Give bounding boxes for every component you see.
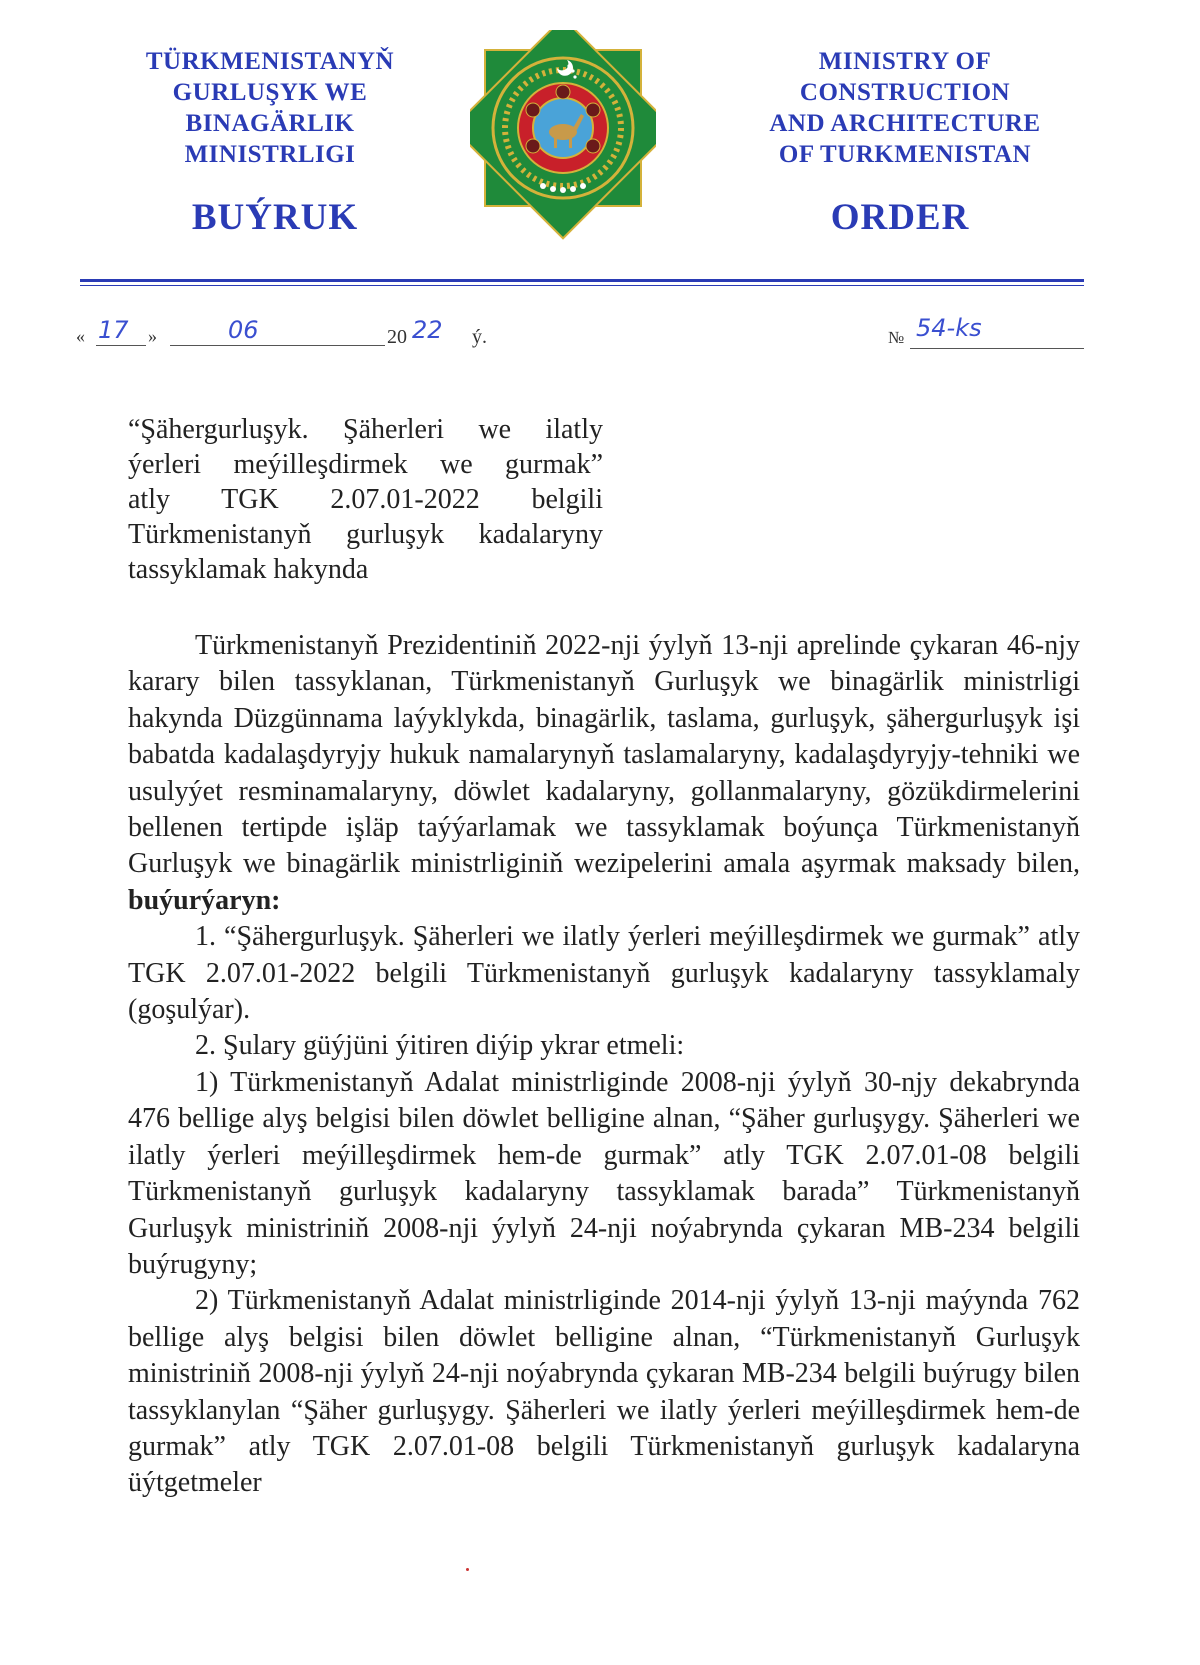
ministry-name-line: TÜRKMENISTANYŇ (145, 48, 395, 75)
clause-2-item-2: 2) Türkmenistanyň Adalat ministrliginde 2014-nji ýylyň 13-nji maýynda 762 bellige alyş belgisi bilen döwlet belligine alnan, “Türkmenistanyň Gurluşyk ministriniň 2008-nji ýylyň 24-nji noýabrynda çykaran MB-234 belgili buýrugy bilen tassyklanylan “Şäher gurluşygy. Şäherleri we ilatly ýerleri meýilleşdirmek hem-de gurmak” atly TGK 2.07.01-08 belgili Türkmenistanyň gurluşyk kadalaryna üýtgetmeler (128, 1285, 1080, 1499)
clause-1: 1. “Şähergurluşyk. Şäherleri we ilatly ýerleri meýilleşdirmek we gurmak” atly TGK 2.07.01-2022 belgili Türkmenistanyň gurluşyk kadalaryny tassyklamaly (goşulýar). (128, 921, 1080, 1026)
ministry-name-line: OF TURKMENISTAN (778, 141, 1032, 168)
date-open-quote: « (76, 326, 85, 346)
ministry-name-line: BINAGÄRLIK (185, 110, 355, 137)
header-divider-thin (80, 285, 1084, 286)
date-month-handwritten: 06 (228, 316, 259, 344)
ministry-name-line: MINISTRLIGI (184, 141, 356, 168)
order-title (128, 412, 603, 587)
title-line: tassyklamak hakynda (128, 554, 369, 585)
state-emblem-icon (470, 30, 656, 240)
clause-2: 2. Şulary güýjüni ýitiren diýip ykrar etmeli: (195, 1030, 685, 1062)
ministry-name-english (740, 46, 1070, 170)
ministry-name-line: CONSTRUCTION (799, 79, 1011, 106)
order-keyword: buýurýaryn: (128, 884, 281, 916)
date-year-prefix: 20 (387, 326, 407, 348)
title-line: ýerleri meýilleşdirmek we gurmak” (128, 449, 603, 480)
order-number-underline (910, 348, 1084, 349)
ministry-name-line: GURLUŞYK WE (172, 79, 368, 106)
doc-type-english: ORDER (830, 197, 970, 238)
ministry-name-turkmen (110, 46, 430, 170)
header-divider-thick (80, 279, 1084, 282)
page-mark (466, 1568, 469, 1571)
clause-2-item-1: 1) Türkmenistanyň Adalat ministrliginde 2008-nji ýylyň 30-njy dekabrynda 476 bellige alyş belgisi bilen döwlet belligine alnan, “Şäher gurluşygy. Şäherleri we ilatly ýerleri meýilleşdirmek hem-de gurmak” atly TGK 2.07.01-08 belgili Türkmenistanyň gurluşyk kadalaryny tassyklamak barada” Türkmenistanyň Gurluşyk ministriniň 2008-nji ýylyň 24-nji noýabrynda çykaran MB-234 belgili buýrugyny; (128, 1066, 1080, 1280)
order-number-label: № (888, 328, 905, 347)
date-close-quote: » (148, 326, 157, 346)
ministry-name-line: AND ARCHITECTURE (769, 110, 1041, 137)
order-number-handwritten: 54-ks (916, 314, 982, 342)
title-line: Türkmenistanyň gurluşyk kadalaryny (128, 519, 603, 550)
date-year-handwritten: 22 (412, 316, 443, 344)
date-year-suffix: ý. (472, 326, 487, 348)
title-line: atly TGK 2.07.01-2022 belgili (128, 484, 603, 515)
date-day-handwritten: 17 (98, 316, 129, 344)
preamble-text: Türkmenistanyň Prezidentiniň 2022-nji ýylyň 13-nji aprelinde çykaran 46-njy karary bilen tassyklanan, Türkmenistanyň Gurluşyk we binagärlik ministrligi hakynda Düzgünnama laýyklykda, binagärlik, taslama, gurluşyk, şähergurluşyk işi babatda kadalaşdyryjy hukuk namalarynyň taslamalaryny, kadalaşdyryjy-tehniki we usulyýet resminamalaryny, döwlet kadalaryny, gollanmalaryny, gözükdirmelerini bellenen tertipde işläp taýýarlamak we tassyklamak boýunça Türkmenistanyň Gurluşyk we binagärlik ministrliginiň wezipelerini amala aşyrmak maksady bilen, (128, 630, 1080, 880)
date-day-underline (96, 345, 146, 346)
ministry-name-line: MINISTRY OF (818, 48, 992, 75)
preamble-paragraph (128, 628, 1080, 919)
title-line: “Şähergurluşyk. Şäherleri we ilatly (128, 414, 603, 445)
order-body (128, 628, 1080, 1502)
date-month-underline (170, 345, 385, 346)
doc-type-turkmen: BUÝRUK (191, 197, 359, 238)
